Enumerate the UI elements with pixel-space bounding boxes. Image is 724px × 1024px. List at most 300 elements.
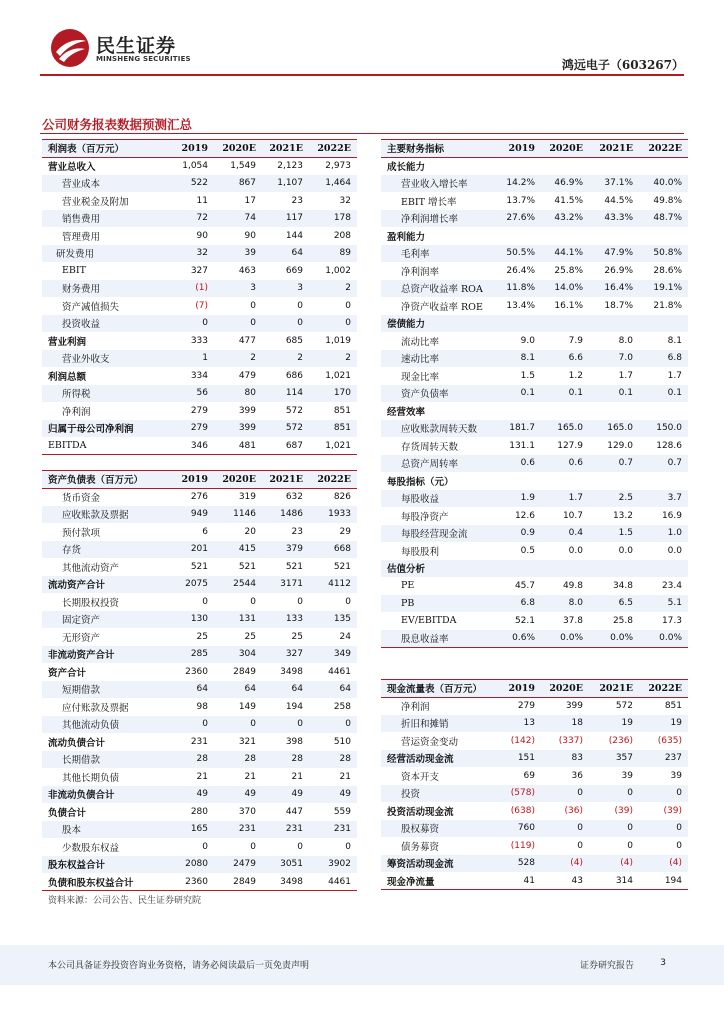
column-header: 2019 (164, 471, 214, 489)
table-row (381, 715, 688, 733)
table-cell: 127.9 (557, 440, 583, 451)
table-cell: 21 (291, 771, 303, 782)
row-label: 毛利率 (381, 245, 491, 263)
income-statement-table (42, 139, 357, 455)
table-row (42, 663, 357, 681)
table-cell: 258 (333, 701, 351, 712)
table-row (42, 541, 357, 559)
table-cell: 39 (670, 770, 682, 781)
row-label: 少数股东权益 (62, 842, 120, 854)
table-cell: 479 (238, 370, 256, 381)
table-cell: 1,021 (325, 370, 351, 381)
table-cell: 2544 (214, 576, 262, 594)
table-cell: 149 (238, 701, 256, 712)
table-title: 现金流量表（百万元） (381, 680, 491, 698)
row-label: 流动比率 (401, 336, 440, 348)
table-cell: 304 (214, 646, 262, 664)
table-header-row (42, 140, 357, 158)
table-row (42, 558, 357, 576)
table-cell: 34.8 (612, 580, 633, 591)
table-cell: 44.1% (541, 245, 589, 263)
row-label: 净资产收益率 ROE (401, 301, 483, 313)
table-cell: 0.6 (541, 455, 589, 473)
table-row (381, 855, 688, 873)
table-cell: 74 (214, 210, 262, 228)
table-cell (639, 402, 688, 420)
table-cell: 0 (639, 820, 688, 838)
header-divider (40, 74, 684, 76)
table-cell: 632 (285, 492, 303, 502)
table-row (42, 350, 357, 368)
table-cell: 319 (238, 492, 256, 502)
table-cell: 572 (285, 405, 303, 416)
table-row (381, 402, 688, 420)
row-label: 每股经营现金流 (381, 525, 491, 543)
table-row (381, 315, 688, 333)
table-cell: 463 (238, 265, 256, 276)
table-cell: 357 (589, 750, 639, 768)
table-row (381, 350, 688, 368)
table-cell: 17.3 (661, 615, 682, 626)
table-cell: 0.1 (589, 385, 639, 403)
table-cell: 1486 (262, 506, 309, 524)
table-cell (589, 560, 639, 578)
row-label: 总资产收益率 ROA (381, 280, 491, 298)
table-cell: 1,464 (309, 175, 357, 193)
table-cell: 26.4% (506, 265, 535, 276)
table-cell: 6 (202, 526, 208, 537)
table-cell: 2360 (185, 666, 208, 677)
table-cell: 98 (196, 701, 208, 712)
column-header: 2022E (309, 471, 357, 489)
table-row (381, 732, 688, 750)
table-cell: 333 (190, 335, 208, 346)
column-header: 2021E (589, 140, 639, 158)
table-cell: 0.0 (618, 545, 633, 556)
table-cell: 194 (285, 701, 303, 712)
table-cell: (119) (510, 840, 535, 851)
table-cell: 528 (491, 855, 541, 873)
row-label: 投资 (381, 785, 491, 803)
table-cell: 334 (190, 370, 208, 381)
table-cell: 128.6 (656, 440, 682, 451)
table-row (381, 472, 688, 490)
table-row (381, 525, 688, 543)
table-cell: 21 (339, 771, 351, 782)
row-label: 现金比率 (401, 371, 440, 383)
table-cell: 231 (262, 821, 309, 839)
table-cell: 2,973 (325, 161, 351, 171)
table-cell: 826 (333, 492, 351, 502)
table-row (381, 630, 688, 648)
table-cell: 28 (164, 751, 214, 769)
table-cell: 481 (214, 437, 262, 455)
table-cell: 4461 (309, 873, 357, 891)
table-header-row (381, 140, 688, 158)
table-cell: 49.8% (653, 195, 682, 206)
table-cell: 6.5 (589, 595, 639, 613)
table-row (381, 455, 688, 473)
row-label: 预付款项 (62, 527, 101, 539)
table-cell: 8.0 (618, 335, 633, 346)
column-header: 2019 (164, 140, 214, 158)
table-row (42, 733, 357, 751)
row-label: EV/EBITDA (401, 615, 457, 627)
table-cell: 64 (214, 681, 262, 699)
table-cell: 25.8 (612, 615, 633, 626)
table-cell: 37.8 (562, 615, 583, 626)
row-label: 负债合计 (48, 807, 87, 819)
table-cell: 21 (244, 771, 256, 782)
row-label: 盈利能力 (387, 231, 426, 243)
table-cell: 1146 (214, 506, 262, 524)
table-cell: 327 (190, 265, 208, 276)
row-label: 销售费用 (42, 210, 164, 228)
table-cell: 2075 (164, 576, 214, 594)
table-cell: 28 (262, 751, 309, 769)
table-cell: 19 (639, 715, 688, 733)
table-row (42, 175, 357, 193)
table-cell: 16.4% (589, 280, 639, 298)
row-label: EBIT (62, 265, 87, 277)
row-label: 研发费用 (42, 245, 164, 263)
table-cell: 0 (250, 300, 256, 311)
table-cell: 314 (589, 872, 639, 890)
table-cell: 686 (285, 370, 303, 381)
table-cell: 133 (262, 611, 309, 629)
row-label: 资产合计 (48, 667, 87, 679)
row-label: 股东权益合计 (42, 856, 164, 874)
table-row (381, 437, 688, 455)
row-label: 固定资产 (42, 611, 164, 629)
table-row (381, 175, 688, 193)
logo (50, 28, 235, 68)
table-cell: 379 (262, 541, 309, 559)
table-row (42, 157, 357, 175)
table-cell: 72 (164, 210, 214, 228)
table-cell (639, 157, 688, 175)
row-label: 短期借款 (42, 681, 164, 699)
table-cell: 29 (339, 526, 351, 537)
table-row (381, 872, 688, 890)
row-label: 净利润 (401, 702, 430, 713)
table-cell: 0.6% (491, 630, 541, 648)
table-cell: 2080 (164, 856, 214, 874)
row-label: 长期股权投资 (62, 597, 120, 609)
table-cell: 27.6% (491, 210, 541, 228)
table-cell: 0 (214, 716, 262, 734)
table-cell: 1,107 (262, 175, 309, 193)
row-label: 经营效率 (387, 406, 426, 418)
table-cell: 2 (309, 350, 357, 368)
row-label: 流动负债合计 (48, 737, 106, 749)
table-cell: 181.7 (491, 420, 541, 438)
table-cell: 45.7 (514, 580, 535, 591)
table-cell: 0 (297, 300, 303, 311)
table-cell: 521 (333, 561, 351, 572)
table-cell: 0 (345, 300, 351, 311)
table-cell: 165.0 (589, 420, 639, 438)
table-cell: 41 (491, 872, 541, 890)
table-cell: 949 (164, 506, 214, 524)
table-row (42, 681, 357, 699)
table-cell: 17 (244, 195, 256, 206)
table-row (42, 523, 357, 541)
table-row (381, 577, 688, 595)
table-row (381, 280, 688, 298)
table-cell: 21.8% (653, 300, 682, 311)
table-cell (491, 227, 541, 245)
row-label: 货币资金 (62, 493, 101, 504)
table-cell: 851 (333, 405, 351, 416)
row-label: 净利润 (62, 406, 91, 418)
column-header: 2020E (214, 140, 262, 158)
table-row (42, 593, 357, 611)
table-cell: 170 (309, 385, 357, 403)
table-cell: 36 (571, 770, 583, 781)
row-label: 营业收入增长率 (381, 175, 491, 193)
table-row (42, 210, 357, 228)
table-cell: 8.1 (667, 335, 682, 346)
table-cell: (39) (614, 805, 633, 816)
column-header: 2022E (639, 140, 688, 158)
table-row (42, 227, 357, 245)
table-cell (541, 560, 589, 578)
table-cell: 52.1 (514, 615, 535, 626)
table-cell: 16.9 (661, 510, 682, 521)
table-row (42, 385, 357, 403)
table-cell: 279 (517, 701, 535, 711)
table-cell: 370 (238, 806, 256, 817)
table-cell: (36) (564, 805, 583, 816)
table-cell: 19 (589, 715, 639, 733)
row-label: 存货周转天数 (401, 441, 459, 453)
table-cell: 64 (262, 245, 309, 263)
table-cell: 447 (285, 806, 303, 817)
table-row (42, 716, 357, 734)
table-cell: 14.2% (491, 175, 541, 193)
row-label: 归属于母公司净利润 (42, 420, 164, 438)
table-cell: 0 (250, 596, 256, 607)
page-header (0, 0, 724, 78)
table-cell: 685 (285, 335, 303, 346)
table-cell: 0 (676, 840, 682, 851)
table-cell: 1.2 (568, 370, 583, 381)
table-cell: 23 (291, 195, 303, 206)
table-cell: 11 (196, 195, 208, 206)
table-row (381, 227, 688, 245)
table-cell: 1.7 (618, 370, 633, 381)
row-label: 投资活动现金流 (387, 806, 454, 818)
table-cell: 3 (214, 280, 262, 298)
table-cell: 49 (262, 786, 309, 804)
row-label: 负债和股东权益合计 (42, 873, 164, 891)
table-cell: 28 (214, 751, 262, 769)
row-label: 营业成本 (42, 175, 164, 193)
row-label: 所得税 (42, 385, 164, 403)
row-label: 每股收益 (381, 490, 491, 508)
row-label: 应付账款及票据 (62, 702, 129, 714)
table-row (381, 210, 688, 228)
table-cell: 0 (164, 716, 214, 734)
row-label: 流动资产合计 (42, 576, 164, 594)
table-cell (639, 315, 688, 333)
table-cell: 48.7% (639, 210, 688, 228)
column-header: 2020E (541, 680, 589, 698)
row-label: 应收账款周转天数 (381, 420, 491, 438)
table-cell: 28 (309, 751, 357, 769)
table-cell: 327 (262, 646, 309, 664)
row-label: 每股指标（元） (387, 476, 454, 488)
row-label: 总资产周转率 (381, 455, 491, 473)
table-cell: (4) (589, 855, 639, 873)
row-label: 其他流动负债 (42, 716, 164, 734)
table-cell: 0 (541, 785, 589, 803)
table-cell (491, 472, 541, 490)
table-cell: 7.0 (589, 350, 639, 368)
table-row (42, 698, 357, 716)
table-cell: 399 (238, 405, 256, 416)
table-cell: 43.3% (589, 210, 639, 228)
row-label: 利润总额 (48, 371, 87, 383)
table-row (381, 420, 688, 438)
row-label: PE (401, 580, 415, 592)
row-label: 非流动负债合计 (42, 786, 164, 804)
row-label: EBITDA (42, 437, 164, 455)
table-cell: (1) (164, 280, 214, 298)
table-cell: 49 (309, 786, 357, 804)
table-cell (589, 402, 639, 420)
table-cell: 13.4% (506, 300, 535, 311)
table-row (381, 595, 688, 613)
table-cell: (635) (657, 735, 682, 746)
table-row (381, 560, 688, 578)
table-cell: 14.0% (541, 280, 589, 298)
table-row (381, 785, 688, 803)
row-label: 估值分析 (381, 560, 491, 578)
row-label: 营业总收入 (48, 162, 96, 173)
table-cell (491, 315, 541, 333)
table-cell: 1,019 (325, 335, 351, 346)
minsheng-logo-icon (50, 28, 90, 68)
table-cell (639, 472, 688, 490)
table-row (381, 332, 688, 350)
table-cell: (337) (558, 735, 583, 746)
table-cell: (638) (510, 805, 535, 816)
table-cell: 39 (621, 770, 633, 781)
table-cell: 117 (262, 210, 309, 228)
row-label: 经营活动现金流 (381, 750, 491, 768)
table-row (381, 820, 688, 838)
table-cell: 25 (244, 631, 256, 642)
table-row (42, 192, 357, 210)
table-row (42, 332, 357, 350)
row-label: 成长能力 (387, 162, 426, 173)
table-row (42, 262, 357, 280)
row-label: 非流动资产合计 (42, 646, 164, 664)
column-header: 2019 (491, 140, 541, 158)
table-row (42, 437, 357, 455)
cash-flow-table (381, 679, 688, 890)
table-cell: 8.0 (541, 595, 589, 613)
table-cell: 279 (164, 420, 214, 438)
table-cell: 2.5 (589, 490, 639, 508)
table-cell: 150.0 (639, 420, 688, 438)
table-cell: 2849 (214, 873, 262, 891)
page-number: 3 (660, 958, 666, 968)
row-label: 无形资产 (62, 632, 101, 644)
row-label: 应收账款及票据 (42, 506, 164, 524)
row-label: 管理费用 (62, 231, 101, 243)
table-row (381, 262, 688, 280)
table-cell: 49 (164, 786, 214, 804)
table-cell (541, 402, 589, 420)
table-cell: 0.0 (667, 545, 682, 556)
table-cell: 25 (291, 631, 303, 642)
table-cell: 20 (244, 526, 256, 537)
table-cell: 208 (333, 230, 351, 241)
table-row (381, 837, 688, 855)
table-cell: 522 (164, 175, 214, 193)
table-cell: 0 (262, 315, 309, 333)
table-cell (589, 227, 639, 245)
table-row (381, 507, 688, 525)
table-cell: (4) (541, 855, 589, 873)
table-cell: 521 (238, 561, 256, 572)
table-cell: 0.9 (491, 525, 541, 543)
table-row (42, 611, 357, 629)
table-cell: 83 (541, 750, 589, 768)
row-label: 每股净资产 (401, 511, 449, 523)
table-cell: 1.7 (541, 490, 589, 508)
table-cell: 24 (339, 631, 351, 642)
table-cell: 0.0% (589, 630, 639, 648)
row-label: EBIT 增长率 (401, 196, 457, 208)
table-cell: (236) (608, 735, 633, 746)
table-cell: 6.8 (639, 350, 688, 368)
table-cell: 131.1 (509, 440, 535, 451)
table-row (42, 488, 357, 506)
table-row (381, 245, 688, 263)
data-source-note: 资料来源：公司公告、民生证券研究院 (48, 896, 202, 906)
table-row (381, 697, 688, 715)
row-label: 偿债能力 (381, 315, 491, 333)
table-cell (491, 402, 541, 420)
table-cell: 0.0% (541, 630, 589, 648)
table-cell: 2 (214, 350, 262, 368)
table-cell: 49 (214, 786, 262, 804)
table-cell: 1,021 (309, 437, 357, 455)
table-cell: 50.5% (491, 245, 541, 263)
table-cell: 687 (262, 437, 309, 455)
table-cell (589, 315, 639, 333)
table-row (42, 315, 357, 333)
row-label: 现金净流量 (381, 872, 491, 890)
table-cell: 0 (589, 820, 639, 838)
table-cell: 13.7% (506, 195, 535, 206)
table-row (381, 490, 688, 508)
table-cell: 0.4 (541, 525, 589, 543)
title-rule (40, 133, 684, 134)
table-row (42, 576, 357, 594)
table-cell: 18 (541, 715, 589, 733)
row-label: 营运资金变动 (401, 736, 459, 748)
table-cell: 2,123 (277, 161, 303, 171)
table-row (381, 612, 688, 630)
table-cell: 69 (523, 770, 535, 781)
table-cell: 25 (196, 631, 208, 642)
table-cell: 7.9 (568, 335, 583, 346)
